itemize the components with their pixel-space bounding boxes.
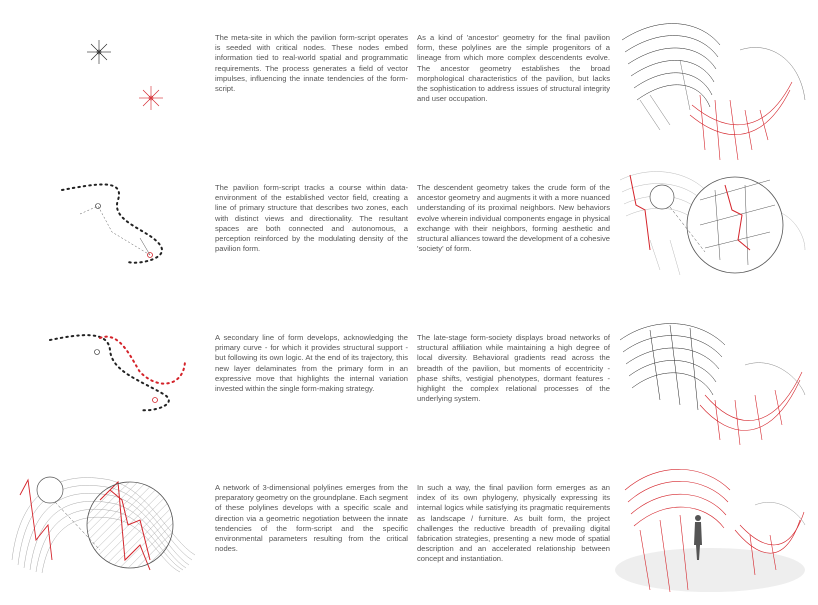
text-row-4-right: In such a way, the final pavilion form emerges as an index of its own phylogeny, physically expressing its internal logics while satisfying its pragmatic requirements as landscape / furniture. As built form, the project challenges the reductive breadth of prevailing digital fabrication strategies, presenting a new mode of spatial description and an accelerated relationship between concept and instantiation. bbox=[417, 483, 610, 564]
text-row-3-right: The late-stage form-society displays broad networks of structural affiliation while maintaining a high degree of local diversity. Behavioral gradients read across the breadth of the pavilion, but moments of eccentricity - phase shifts, vestigial phenotypes, dormant features - highlight the complex relational processes of the underlying system. bbox=[417, 333, 610, 404]
text-row-2-left: The pavilion form-script tracks a course within data-environment of the established vector field, creating a line of primary structure that describes two zones, each with distinct views and directionality. The resultant spaces are both connected and autonomous, a perception reinforced by the modulating density of the pavilion form. bbox=[215, 183, 408, 254]
text-row-2-right: The descendent geometry takes the crude form of the ancestor geometry and augments it with a more nuanced understanding of its proximal neighbors. New behaviors evolve wherein individual components engage in physical exchange with their neighbors, forming aesthetic and structural alliances toward the development of a cohesive 'society' of form. bbox=[417, 183, 610, 254]
critical-node-red bbox=[139, 86, 163, 110]
pavilion-descendent-rendering bbox=[620, 172, 805, 275]
pavilion-late-stage-rendering bbox=[620, 324, 805, 445]
text-row-3-left: A secondary line of form develops, acknowledging the primary curve - for which it provides structural support - but following its own logic. At the end of its trajectory, this new layer delaminates from the primary form in an expressive move that highlights the internal variation invested within the single form-making strategy. bbox=[215, 333, 408, 394]
text-row-4-left: A network of 3-dimensional polylines emerges from the preparatory geometry on the groundplane. Each segment of these polylines develops with a specific scale and direction via a geometric negotiation between the innate tendencies of the form-script and the specific environmental parameters resulting from the critical nodes. bbox=[215, 483, 408, 554]
text-row-1-left: The meta-site in which the pavilion form-script operates is seeded with critical nodes. These nodes embed information tied to real-world spatial and programmatic requirements. The process generates a field of vector impulses, influencing the innate tendencies of the form-script. bbox=[215, 33, 408, 94]
pavilion-ancestor-rendering bbox=[622, 24, 805, 160]
critical-node-black bbox=[87, 40, 111, 64]
polyline-network-diagram bbox=[12, 477, 195, 573]
pavilion-final-rendering bbox=[615, 469, 805, 592]
secondary-curve-diagram bbox=[50, 335, 185, 410]
primary-curve-diagram bbox=[62, 184, 162, 262]
text-row-1-right: As a kind of 'ancestor' geometry for the final pavilion form, these polylines are the simple progenitors of a lineage from which more complex descendents evolve. The ancestor geometry establishes the broad morphological characteristics of the pavilion, but lacks the sophistication to address issues of structural integrity and user occupation. bbox=[417, 33, 610, 104]
